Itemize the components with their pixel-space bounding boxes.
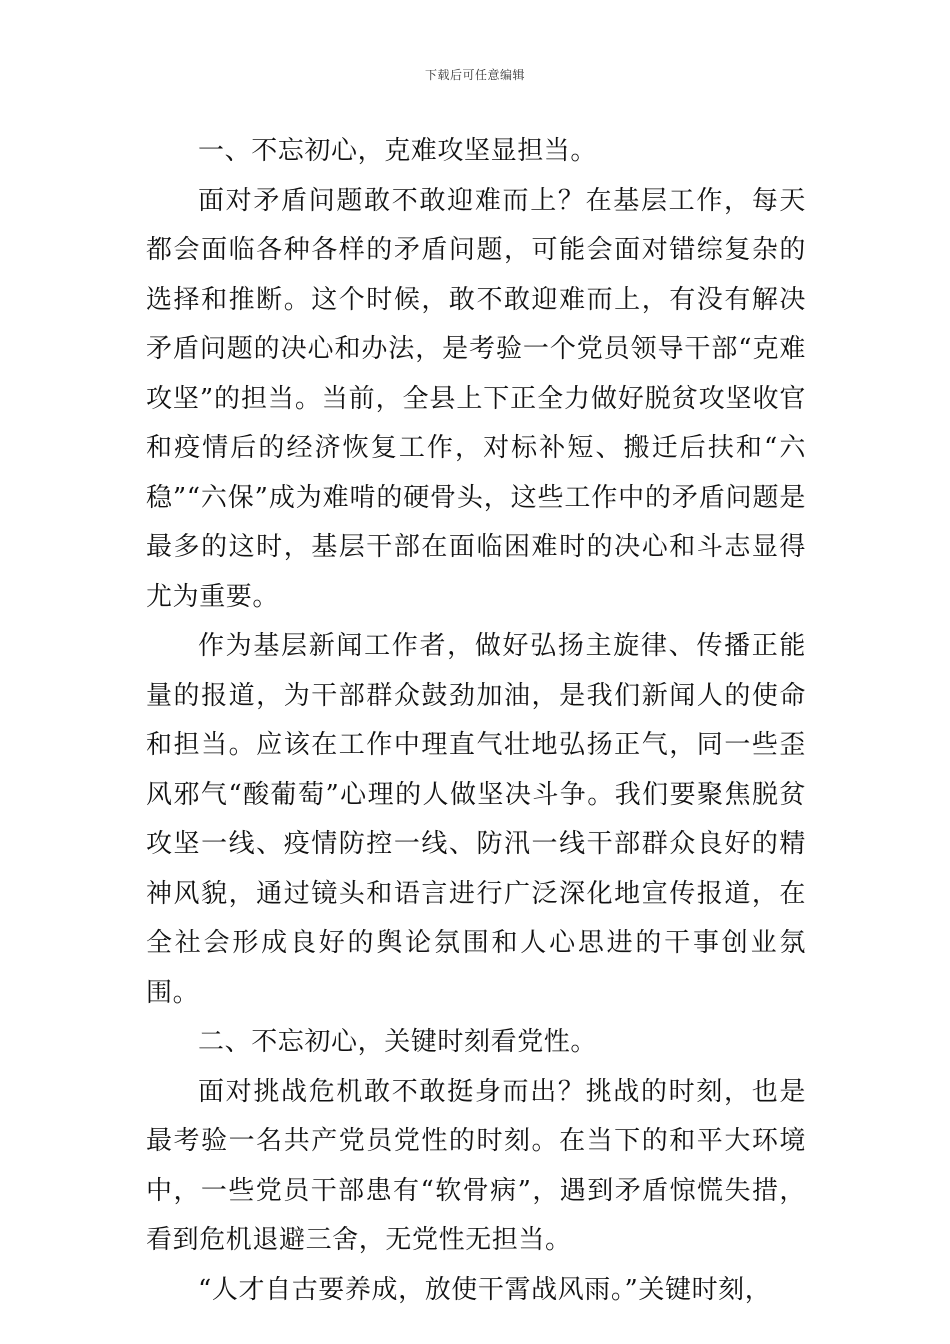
section-heading-1: 一、不忘初心，克难攻坚显担当。	[198, 136, 598, 166]
paragraph-3: 面对挑战危机敢不敢挺身而出？挑战的时刻，也是最考验一名共产党员党性的时刻。在当下的和平大环境中，一些党员干部患有“软骨病”，遇到矛盾惊慌失措，看到危机退避三舍，无党性无担当。	[146, 1076, 806, 1255]
header-note: 下载后可任意编辑	[424, 68, 525, 82]
section-heading-2: 二、不忘初心，关键时刻看党性。	[198, 1027, 598, 1057]
paragraph-1: 面对矛盾问题敢不敢迎难而上？在基层工作，每天都会面临各种各样的矛盾问题，可能会面对错综复杂的选择和推断。这个时候，敢不敢迎难而上，有没有解决矛盾问题的决心和办法，是考验一个党员领导干部“克难攻坚”的担当。当前，全县上下正全力做好脱贫攻坚收官和疫情后的经济恢复工作，对标补短、搬迁后扶和“六稳”“六保”成为难啃的硬骨头，这些工作中的矛盾问题是最多的这时，基层干部在面临困难时的决心和斗志显得尤为重要。	[146, 185, 806, 612]
paragraph-2: 作为基层新闻工作者，做好弘扬主旋律、传播正能量的报道，为干部群众鼓劲加油，是我们新闻人的使命和担当。应该在工作中理直气壮地弘扬正气，同一些歪风邪气“酸葡萄”心理的人做坚决斗争。我们要聚焦脱贫攻坚一线、疫情防控一线、防汛一线干部群众良好的精神风貌，通过镜头和语言进行广泛深化地宣传报道，在全社会形成良好的舆论氛围和人心思进的干事创业氛围。	[146, 631, 806, 1008]
document-body	[146, 127, 806, 1315]
paragraph-4: “人才自古要养成，放使干霄战风雨。”关键时刻，	[198, 1274, 772, 1305]
